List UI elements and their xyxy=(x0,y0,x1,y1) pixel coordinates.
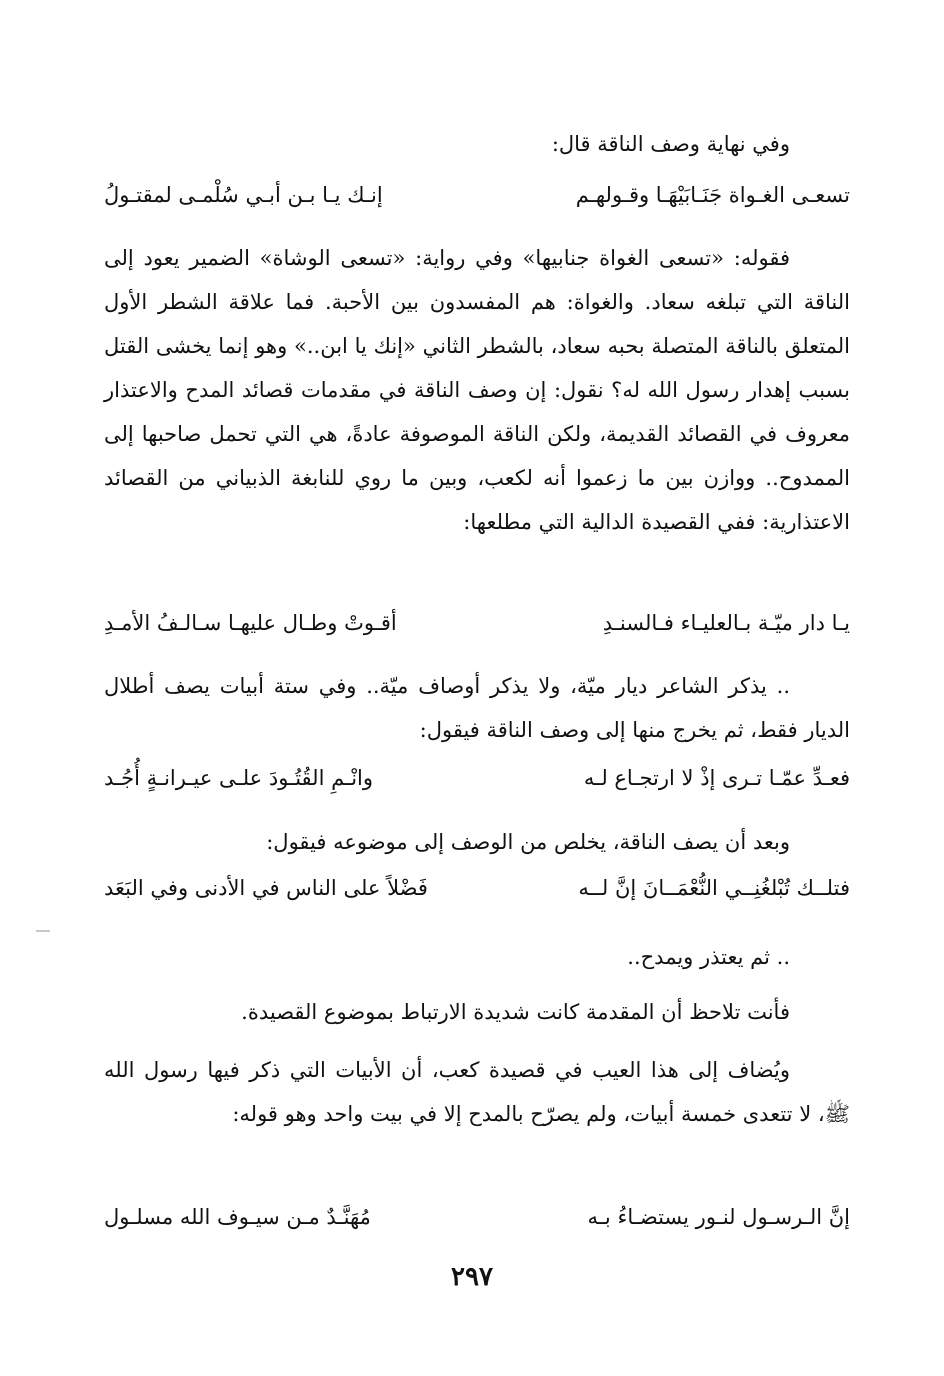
scan-mark xyxy=(36,930,50,932)
verse-second-hemistich: وانْـمِ القُتُـودَ علـى عيـرانـةٍ أُجُـد xyxy=(104,766,374,790)
verse-row xyxy=(104,866,850,910)
text-line: .. ثم يعتذر ويمدح.. xyxy=(627,945,790,969)
verse-first-hemistich: إنَّ الـرسـول لنـور يستضـاءُ بـه xyxy=(587,1205,850,1229)
text-block-paragraph-3 xyxy=(104,1048,850,1136)
verse-first-hemistich: فعـدِّ عمّـا تـرى إذْ لا ارتجـاع لـه xyxy=(583,766,850,790)
verse-first-hemistich: فتلــك تُبْلغُنِــي النُّعْمَــانَ إنَّ لــه xyxy=(578,876,850,900)
verse-row xyxy=(104,173,850,217)
verse-second-hemistich: إنـك يـا بـن أبـي سُلْمـى لمقتـولُ xyxy=(104,183,383,207)
intro-line: وبعد أن يصف الناقة، يخلص من الوصف إلى موضوعه فيقول: xyxy=(266,830,790,854)
verse-row xyxy=(104,1195,850,1239)
verse-3 xyxy=(104,756,850,800)
text-line: فأنت تلاحظ أن المقدمة كانت شديدة الارتباط بموضوع القصيدة. xyxy=(241,1000,790,1024)
verse-first-hemistich: تسعـى الغـواة جَنَـابَيْهَـا وقـولهـم xyxy=(575,183,850,207)
text-block-intro-2 xyxy=(104,820,850,864)
verse-1 xyxy=(104,173,850,217)
text-block-notice xyxy=(104,990,850,1034)
paragraph: فقوله: «تسعى الغواة جنابيها» وفي رواية: «تسعى الوشاة» الضمير يعود إلى الناقة التي تبلغه سعاد. والغواة: هم المفسدون بين الأحبة. فما علاقة الشطر الأول المتعلق بالناقة المتصلة بحبه سعاد، بالشطر الثاني «إنك يا ابن..» وهو إنما يخشى القتل بسبب إهدار رسول الله له؟ نقول: إن وصف الناقة في مقدمات قصائد المدح والاعتذار معروف في القصائد القديمة، ولكن الناقة الموصوفة عادةً، هي التي تحمل صاحبها إلى الممدوح.. ووازن بين ما زعموا أنه لكعب، وبين ما روي للنابغة الذبياني من القصائد الاعتذارية: ففي القصيدة الدالية التي مطلعها: xyxy=(104,246,850,534)
verse-row xyxy=(104,756,850,800)
text-block-intro-1 xyxy=(104,122,850,166)
page-number: ٢٩٧ xyxy=(451,1262,493,1292)
verse-4 xyxy=(104,866,850,910)
verse-row xyxy=(104,601,850,645)
paragraph: .. يذكر الشاعر ديار ميّة، ولا يذكر أوصاف ميّة.. وفي ستة أبيات يصف أطلال الديار فقط، ثم يخرج منها إلى وصف الناقة فيقول: xyxy=(104,674,850,742)
text-block-paragraph-1 xyxy=(104,236,850,544)
verse-5 xyxy=(104,1195,850,1239)
paragraph: ويُضاف إلى هذا العيب في قصيدة كعب، أن الأبيات التي ذكر فيها رسول الله ﷺ، لا تتعدى خمسة أبيات، ولم يصرّح بالمدح إلا في بيت واحد وهو قوله: xyxy=(104,1058,850,1126)
text-block-then xyxy=(104,935,850,979)
verse-second-hemistich: مُهَنَّـدٌ مـن سيـوف الله مسلـول xyxy=(104,1205,371,1229)
intro-line: وفي نهاية وصف الناقة قال: xyxy=(551,132,790,156)
verse-2 xyxy=(104,601,850,645)
verse-second-hemistich: فَضْلاً على الناس في الأدنى وفي البَعَد xyxy=(104,876,428,900)
text-block-paragraph-2 xyxy=(104,664,850,752)
verse-second-hemistich: أقـوتْ وطـال عليهـا سـالـفُ الأمـدِ xyxy=(104,611,397,635)
verse-first-hemistich: يـا دار ميّـة بـالعليـاء فـالسنـدِ xyxy=(602,611,850,635)
